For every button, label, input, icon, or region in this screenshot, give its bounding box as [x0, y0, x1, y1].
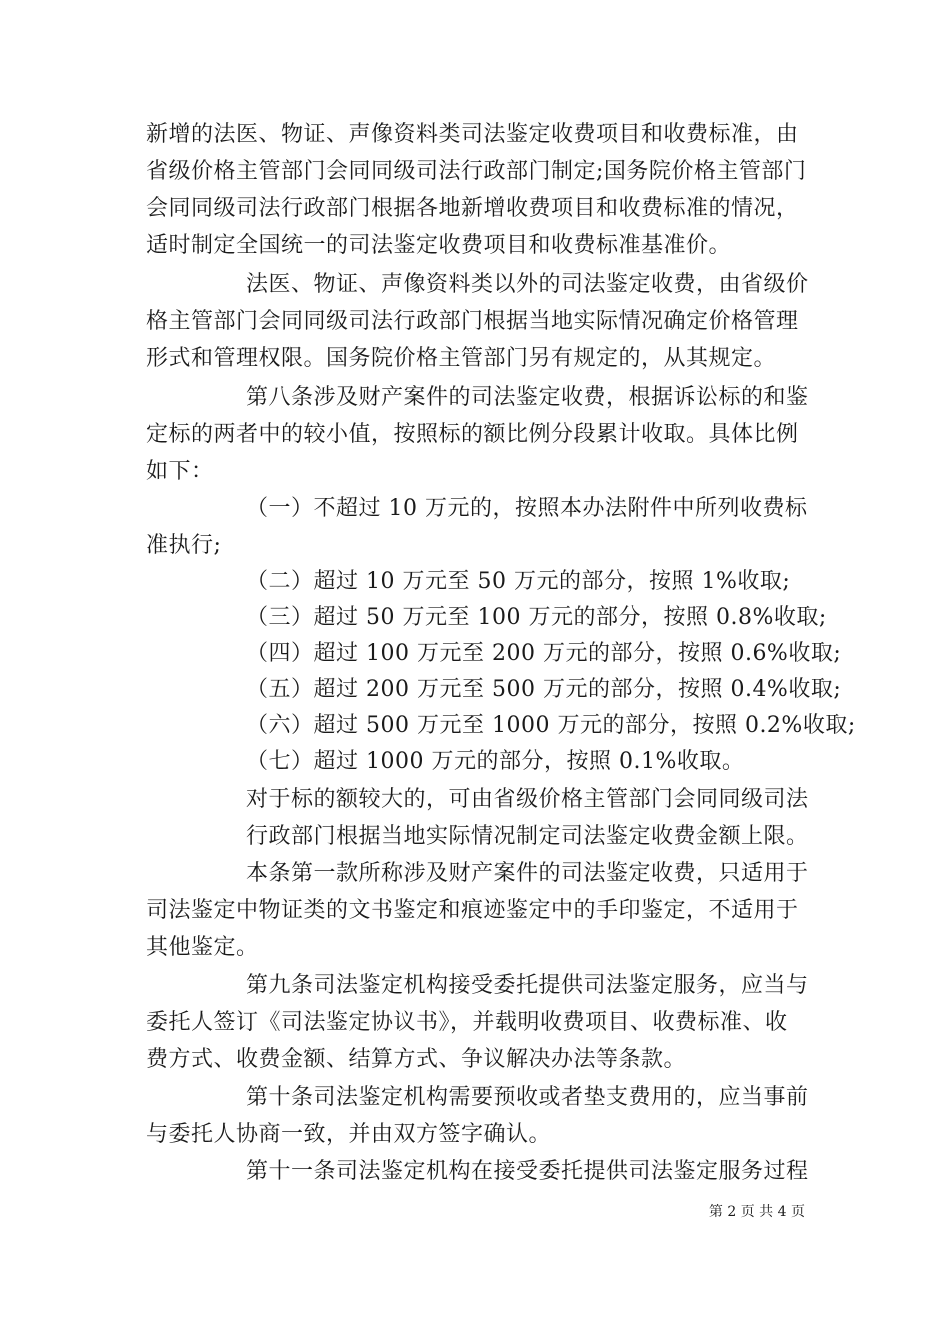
text-line: （六）超过 500 万元至 1000 万元的部分，按照 0.2%收取; [246, 713, 856, 738]
text-line: 其他鉴定。 [146, 935, 259, 960]
text-line: 第八条涉及财产案件的司法鉴定收费，根据诉讼标的和鉴 [246, 385, 809, 410]
text-line: （七）超过 1000 万元的部分，按照 0.1%收取。 [246, 749, 745, 774]
text-line: 对于标的额较大的，可由省级价格主管部门会同同级司法 [246, 787, 809, 812]
text-line: 格主管部门会同同级司法行政部门根据当地实际情况确定价格管理 [146, 309, 799, 334]
text-line: 形式和管理权限。国务院价格主管部门另有规定的，从其规定。 [146, 346, 777, 371]
text-line: 第十一条司法鉴定机构在接受委托提供司法鉴定服务过程 [246, 1159, 809, 1184]
text-line: 费方式、收费金额、结算方式、争议解决办法等条款。 [146, 1047, 687, 1072]
text-line: 新增的法医、物证、声像资料类司法鉴定收费项目和收费标准，由 [146, 122, 799, 147]
text-line: 与委托人协商一致，并由双方签字确认。 [146, 1122, 552, 1147]
text-line: 准执行; [146, 533, 222, 558]
text-line: （三）超过 50 万元至 100 万元的部分，按照 0.8%收取; [246, 605, 827, 630]
text-line: 法医、物证、声像资料类以外的司法鉴定收费，由省级价 [246, 272, 809, 297]
text-line: （五）超过 200 万元至 500 万元的部分，按照 0.4%收取; [246, 677, 842, 702]
text-line: 定标的两者中的较小值，按照标的额比例分段累计收取。具体比例 [146, 422, 799, 447]
page-number: 第 2 页 共 4 页 [708, 1204, 805, 1220]
text-line: （四）超过 100 万元至 200 万元的部分，按照 0.6%收取; [246, 641, 842, 666]
text-line: 如下： [146, 459, 214, 484]
text-line: 司法鉴定中物证类的文书鉴定和痕迹鉴定中的手印鉴定，不适用于 [146, 898, 799, 923]
text-line: 省级价格主管部门会同同级司法行政部门制定;国务院价格主管部门 [146, 159, 807, 184]
text-line: 第十条司法鉴定机构需要预收或者垫支费用的，应当事前 [246, 1085, 809, 1110]
text-line: （二）超过 10 万元至 50 万元的部分，按照 1%收取; [246, 569, 791, 594]
text-line: 会同同级司法行政部门根据各地新增收费项目和收费标准的情况， [146, 196, 799, 221]
text-line: 行政部门根据当地实际情况制定司法鉴定收费金额上限。 [246, 824, 809, 849]
text-line: 适时制定全国统一的司法鉴定收费项目和收费标准基准价。 [146, 233, 732, 258]
text-line: 第九条司法鉴定机构接受委托提供司法鉴定服务，应当与 [246, 973, 809, 998]
text-line: 本条第一款所称涉及财产案件的司法鉴定收费，只适用于 [246, 861, 809, 886]
text-line: （一）不超过 10 万元的，按照本办法附件中所列收费标 [246, 496, 808, 521]
text-line: 委托人签订《司法鉴定协议书》，并载明收费项目、收费标准、收 [146, 1010, 788, 1035]
